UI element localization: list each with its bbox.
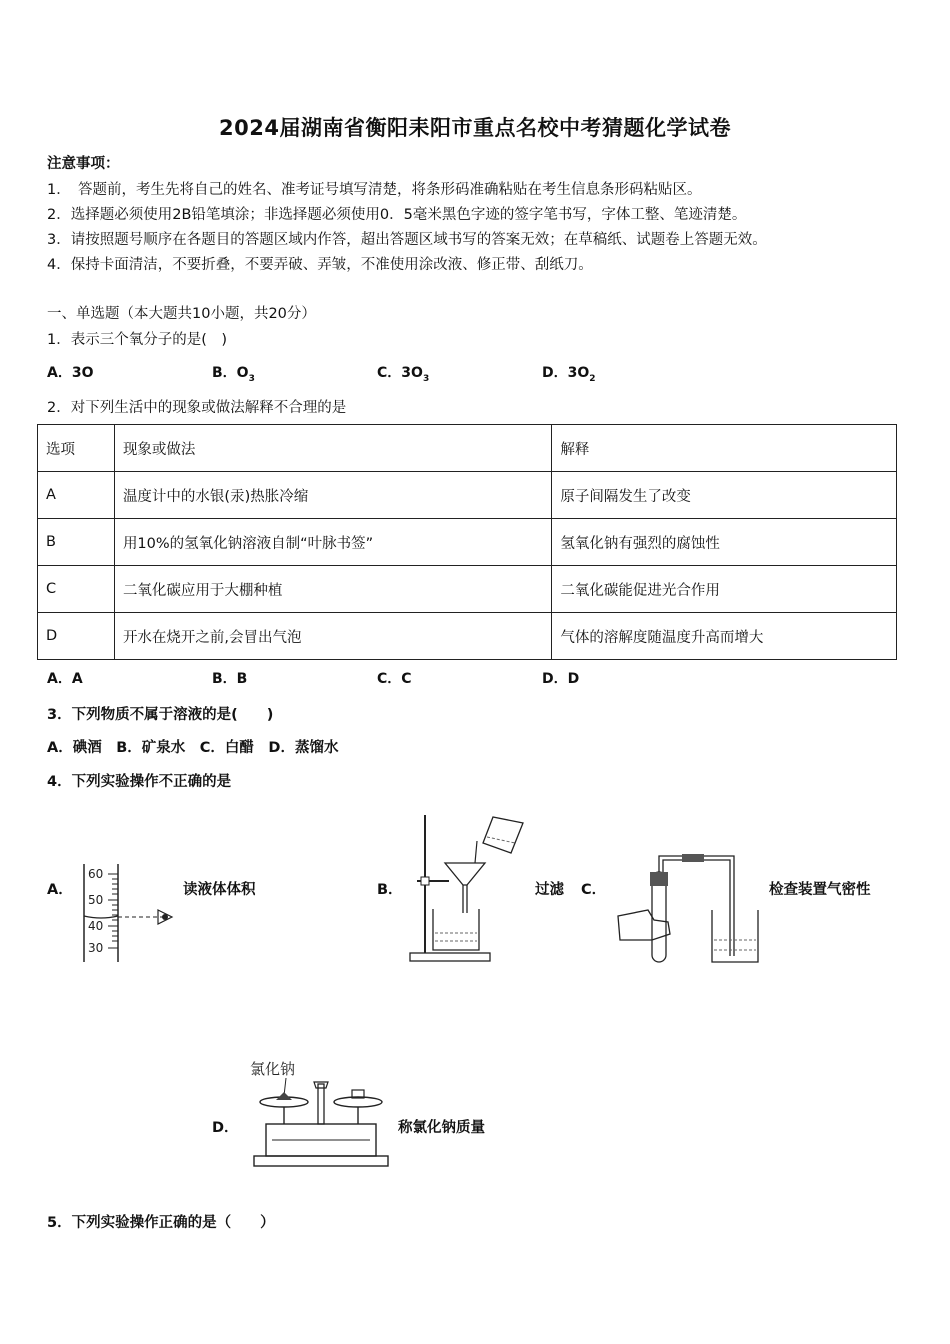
notice-heading: 注意事项： xyxy=(47,156,120,172)
q4-option-a-letter: A． xyxy=(47,882,73,898)
q2-stem: 2．对下列生活中的现象或做法解释不合理的是 xyxy=(47,400,347,416)
table-cell: 二氧化碳应用于大棚种植 xyxy=(114,566,551,613)
cylinder-tick-label: 60 xyxy=(88,867,104,881)
table-cell: 氢氧化钠有强烈的腐蚀性 xyxy=(552,519,897,566)
q2-option-d: D．D xyxy=(542,671,580,687)
table-row xyxy=(38,613,897,660)
q4-option-d-caption: 称氯化钠质量 xyxy=(398,1120,485,1136)
airtightness-apparatus-figure xyxy=(612,850,768,966)
cylinder-tick-label: 50 xyxy=(88,893,104,907)
table-cell: B xyxy=(38,519,115,566)
table-header: 现象或做法 xyxy=(114,425,551,472)
notice-item-1: 1． 答题前，考生先将自己的姓名、准考证号填写清楚，将条形码准确粘贴在考生信息条形码粘贴区。 xyxy=(47,182,702,198)
q1-option-c: C．$3O_3$ xyxy=(377,365,430,384)
table-cell: 温度计中的水银(汞)热胀冷缩 xyxy=(114,472,551,519)
table-cell: 气体的溶解度随温度升高而增大 xyxy=(552,613,897,660)
table-header-row xyxy=(38,425,897,472)
table-cell: 开水在烧开之前,会冒出气泡 xyxy=(114,613,551,660)
q1-option-d: D．$3O_2$ xyxy=(542,365,596,384)
q2-option-c: C．C xyxy=(377,671,412,687)
table-header: 解释 xyxy=(552,425,897,472)
table-cell: 二氧化碳能促进光合作用 xyxy=(552,566,897,613)
q4-option-c-caption: 检查装置气密性 xyxy=(769,882,871,898)
q1-stem: 1．表示三个氧分子的是( ) xyxy=(47,332,228,348)
q4-stem: 4．下列实验操作不正确的是 xyxy=(47,774,232,790)
q5-stem: 5．下列实验操作正确的是（ ） xyxy=(47,1215,275,1231)
hand-icon xyxy=(618,910,670,940)
q4-option-d-letter: D． xyxy=(212,1120,239,1136)
q2-table xyxy=(37,424,897,660)
table-row xyxy=(38,472,897,519)
q4-option-b-letter: B． xyxy=(377,882,403,898)
table-header: 选项 xyxy=(38,425,115,472)
sodium-chloride-label: 氯化钠 xyxy=(250,1060,296,1078)
table-cell: 用10%的氢氧化钠溶液自制“叶脉书签” xyxy=(114,519,551,566)
notice-item-3: 3．请按照题号顺序在各题目的答题区域内作答，超出答题区域书写的答案无效；在草稿纸、试题卷上答题无效。 xyxy=(47,232,767,248)
q4-option-c-letter: C． xyxy=(581,882,607,898)
q3-options: A．碘酒 B．矿泉水 C．白醋 D．蒸馏水 xyxy=(47,740,339,756)
cylinder-tick-label: 30 xyxy=(88,941,104,955)
notice-item-4: 4．保持卡面清洁，不要折叠，不要弄破、弄皱，不准使用涂改液、修正带、刮纸刀。 xyxy=(47,257,593,273)
graduated-cylinder-figure xyxy=(78,862,182,964)
balance-scale-figure xyxy=(248,1056,394,1172)
table-cell: D xyxy=(38,613,115,660)
q2-option-b: B．B xyxy=(212,671,248,687)
section-heading: 一、单选题（本大题共10小题，共20分） xyxy=(47,306,316,322)
page-title: 2024届湖南省衡阳耒阳市重点名校中考猜题化学试卷 xyxy=(219,116,731,140)
cylinder-tick-label: 40 xyxy=(88,919,104,933)
notice-item-2: 2．选择题必须使用2B铅笔填涂；非选择题必须使用0．5毫米黑色字迹的签字笔书写，字体工整、笔迹清楚。 xyxy=(47,207,747,223)
table-cell: 原子间隔发生了改变 xyxy=(552,472,897,519)
q3-stem: 3．下列物质不属于溶液的是( ) xyxy=(47,707,274,723)
q4-option-a-caption: 读液体体积 xyxy=(183,882,256,898)
q1-option-b: B．$O_3$ xyxy=(212,365,255,384)
q1-option-a: A．3O xyxy=(47,365,94,381)
q4-option-b-caption: 过滤 xyxy=(535,882,564,898)
table-row xyxy=(38,566,897,613)
table-row xyxy=(38,519,897,566)
table-cell: A xyxy=(38,472,115,519)
q2-option-a: A．A xyxy=(47,671,83,687)
filtration-apparatus-figure xyxy=(405,813,533,966)
table-cell: C xyxy=(38,566,115,613)
